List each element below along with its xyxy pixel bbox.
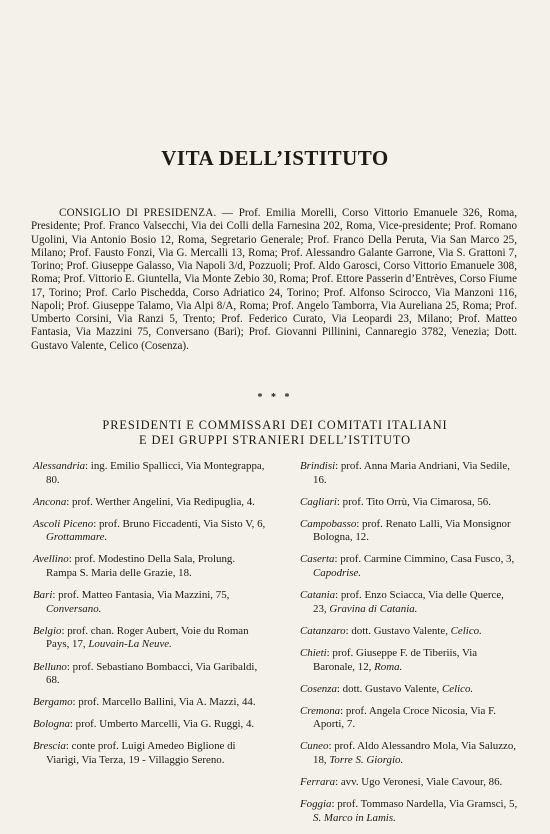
entry-city: Ascoli Piceno — [33, 517, 94, 530]
directory-entry: Campobasso: prof. Renato Lalli, Via Monsignor Bologna, 12. — [300, 517, 511, 544]
council-body: Prof. Emilia Morelli, Corso Vittorio Emanuele 326, Roma, Presidente; Prof. Franco Valsecchi, Via dei Colli della Farnesina 202, Roma, Vice-presidente; Prof. Romano Ugolini, Via Antonio Bosio 12, Roma, Segretario Generale; Prof. Franco Della Peruta, Via San Marco 25, Milano; Prof. Fausto Fonzi, Via G. Mercalli 13, Roma; Prof. Alessandro Galante Garrone, Via S. Grattoni 7, Torino; Prof. Giuseppe Galasso, Via Napoli 3/d, Pozzuoli; Prof. Aldo Garosci, Corso Vittorio Emanuele 308, Roma; Prof. Vittorio E. Giuntella, Via Monte Zebio 30, Roma; Prof. Ettore Passerin d’Entrèves, Corso Fiume 17, Torino; Prof. Carlo Pischedda, Corso Adriatico 24, Torino; Prof. Alfonso Scirocco, Via Manzoni 116, Napoli; Prof. Giuseppe Talamo, Via Alpi 8/A, Roma; Prof. Angelo Tamborra, Via Aureliana 25, Roma; Prof. Umberto Corsini, Via Ranzi 5, Trento; Prof. Federico Curato, Via Leopardi 23, Milano; Prof. Matteo Fantasia, Via Mazzini 75, Conversano (Bari); Prof. Giovanni Pillinini, Cannaregio 3782, Venezia; Dott. Gustavo Valente, Celico (Cosenza). — [31, 207, 518, 352]
entry-text: prof. Sebastiano Bombacci, Via Garibaldi, 68. — [46, 660, 258, 687]
entry-city: Caserta — [300, 553, 335, 566]
directory-entry: Bergamo: prof. Marcello Ballini, Via A. Mazzi, 44. — [33, 696, 256, 709]
directory-entry: Bari: prof. Matteo Fantasia, Via Mazzini, 75, Conversano. — [33, 589, 230, 615]
entry-city: Ferrara — [300, 776, 336, 789]
entry-text: prof. Giuseppe F. de Tiberiis, Via Baronale, 12, — [313, 646, 478, 673]
entry-text: prof. Aldo Alessandro Mola, Via Saluzzo, 18, — [313, 740, 517, 766]
directory-entry: Alessandria: ing. Emilio Spallicci, Via Montegrappa, 80. — [33, 460, 265, 486]
directory-entry: Catanzaro: dott. Gustavo Valente, Celico. — [300, 624, 482, 637]
directory-entry: Avellino: prof. Modestino Della Sala, Prolung. Rampa S. Maria delle Grazie, 18. — [33, 553, 236, 580]
entry-text: prof. Carmine Cimmino, Casa Fusco, 3, — [340, 553, 515, 566]
entry-text: ing. Emilio Spallicci, Via Montegrappa, 80. — [46, 460, 265, 486]
entry-city: Bari — [33, 589, 53, 602]
directory-entry: Ancona: prof. Werther Angelini, Via Redipuglia, 4. — [33, 495, 255, 508]
directory-entry: Bologna: prof. Umberto Marcelli, Via G. Ruggi, 4. — [33, 718, 255, 731]
directory-entry: Cosenza: dott. Gustavo Valente, Celico. — [300, 682, 474, 695]
entry-text: prof. Modestino Della Sala, Prolung. Rampa S. Maria delle Grazie, 18. — [46, 553, 236, 580]
directory-entry: Cuneo: prof. Aldo Alessandro Mola, Via Saluzzo, 18, Torre S. Giorgio. — [300, 740, 517, 766]
entry-city: Bergamo — [33, 696, 73, 709]
entry-place: Celico. — [442, 682, 474, 695]
entry-text: prof. chan. Roger Aubert, Voie du Roman Pays, 17, — [46, 624, 249, 651]
directory-entry: Chieti: prof. Giuseppe F. de Tiberiis, Via Baronale, 12, Roma. — [300, 646, 478, 673]
entry-place: Torre S. Giorgio. — [329, 754, 404, 766]
entry-city: Avellino — [33, 553, 69, 566]
subtitle-line-2: E DEI GRUPPI STRANIERI DELL’ISTITUTO — [139, 433, 411, 447]
entry-place: Celico. — [450, 624, 482, 637]
directory-entry: Brescia: conte prof. Luigi Amedeo Biglione di Viarigi, Via Terza, 19 - Villaggio Sereno. — [33, 740, 236, 766]
entry-city: Catania — [300, 589, 336, 602]
entry-city: Cremona — [300, 704, 341, 717]
entry-city: Catanzaro — [300, 624, 346, 637]
entry-city: Foggia — [300, 798, 332, 811]
entry-city: Ancona — [33, 495, 67, 508]
entry-text: prof. Tommaso Nardella, Via Gramsci, 5, — [337, 798, 518, 811]
council-heading: CONSIGLIO DI PRESIDENZA. — — [59, 207, 239, 219]
right-column — [300, 460, 518, 834]
entry-text: prof. Tito Orrù, Via Cimarosa, 56. — [342, 495, 491, 508]
section-separator: * * * — [257, 392, 293, 403]
entry-place: Gravina di Catania. — [329, 602, 418, 615]
entry-text: prof. Werther Angelini, Via Redipuglia, 4. — [72, 495, 255, 508]
entry-city: Brescia — [33, 740, 66, 753]
entry-text: prof. Renato Lalli, Via Monsignor Bologna, 12. — [313, 517, 511, 544]
entry-text: prof. Angela Croce Nicosia, Via F. Aporti, 7. — [313, 704, 496, 731]
directory-entry: Cremona: prof. Angela Croce Nicosia, Via F. Aporti, 7. — [300, 704, 496, 731]
entry-city: Belluno — [33, 660, 67, 673]
entry-text: prof. Umberto Marcelli, Via G. Ruggi, 4. — [75, 718, 255, 731]
entry-text: dott. Gustavo Valente, — [342, 682, 440, 695]
entry-text: avv. Ugo Veronesi, Viale Cavour, 86. — [340, 776, 503, 789]
entry-text: prof. Enzo Sciacca, Via delle Querce, 23, — [313, 589, 504, 615]
council-paragraph — [31, 207, 517, 353]
directory-entry: Cagliari: prof. Tito Orrù, Via Cimarosa, 56. — [300, 495, 491, 508]
subtitle-line-1: PRESIDENTI E COMMISSARI DEI COMITATI ITALIANI — [102, 418, 448, 432]
directory-entry: Caserta: prof. Carmine Cimmino, Casa Fusco, 3, Capodrise. — [300, 553, 515, 580]
entry-place: Capodrise. — [313, 567, 362, 580]
entry-place: Grottammare. — [46, 531, 108, 544]
directory-entry: Catania: prof. Enzo Sciacca, Via delle Querce, 23, Gravina di Catania. — [300, 589, 504, 615]
entry-text: conte prof. Luigi Amedeo Biglione di Viarigi, Via Terza, 19 - Villaggio Sereno. — [46, 740, 236, 766]
directory-entry: Belgio: prof. chan. Roger Aubert, Voie du Roman Pays, 17, Louvain-La Neuve. — [33, 624, 249, 651]
entry-text: prof. Matteo Fantasia, Via Mazzini, 75, — [58, 589, 230, 602]
page-title: VITA DELL’ISTITUTO — [161, 146, 389, 170]
entry-text: prof. Bruno Ficcadenti, Via Sisto V, 6, — [98, 517, 266, 530]
entry-city: Cuneo — [300, 740, 329, 753]
entry-text: prof. Anna Maria Andriani, Via Sedile, 16. — [313, 460, 510, 486]
entry-text: dott. Gustavo Valente, — [351, 624, 448, 637]
entry-city: Brindisi — [300, 460, 336, 472]
entry-city: Belgio — [33, 624, 62, 637]
entry-city: Bologna — [33, 718, 70, 731]
directory-entry: Foggia: prof. Tommaso Nardella, Via Gramsci, 5, S. Marco in Lamis. — [300, 798, 518, 824]
entry-place: Louvain-La Neuve. — [88, 638, 172, 651]
directory-entry: Brindisi: prof. Anna Maria Andriani, Via Sedile, 16. — [300, 460, 510, 486]
entry-city: Campobasso — [300, 517, 357, 530]
entry-city: Alessandria — [33, 460, 86, 472]
directory-entry: Belluno: prof. Sebastiano Bombacci, Via Garibaldi, 68. — [33, 660, 258, 687]
entry-place: Conversano. — [46, 602, 102, 615]
entry-text: prof. Marcello Ballini, Via A. Mazzi, 44. — [78, 696, 256, 709]
left-column — [33, 460, 268, 776]
entry-city: Chieti — [300, 646, 327, 659]
section-subtitle — [0, 418, 550, 448]
entry-city: Cosenza — [300, 682, 337, 695]
entry-place: S. Marco in Lamis. — [313, 811, 396, 824]
directory-entry: Ascoli Piceno: prof. Bruno Ficcadenti, Via Sisto V, 6, Grottammare. — [33, 517, 266, 544]
directory-entry: Ferrara: avv. Ugo Veronesi, Viale Cavour, 86. — [300, 776, 503, 789]
entry-city: Cagliari — [300, 495, 337, 508]
entry-place: Roma. — [374, 660, 403, 673]
